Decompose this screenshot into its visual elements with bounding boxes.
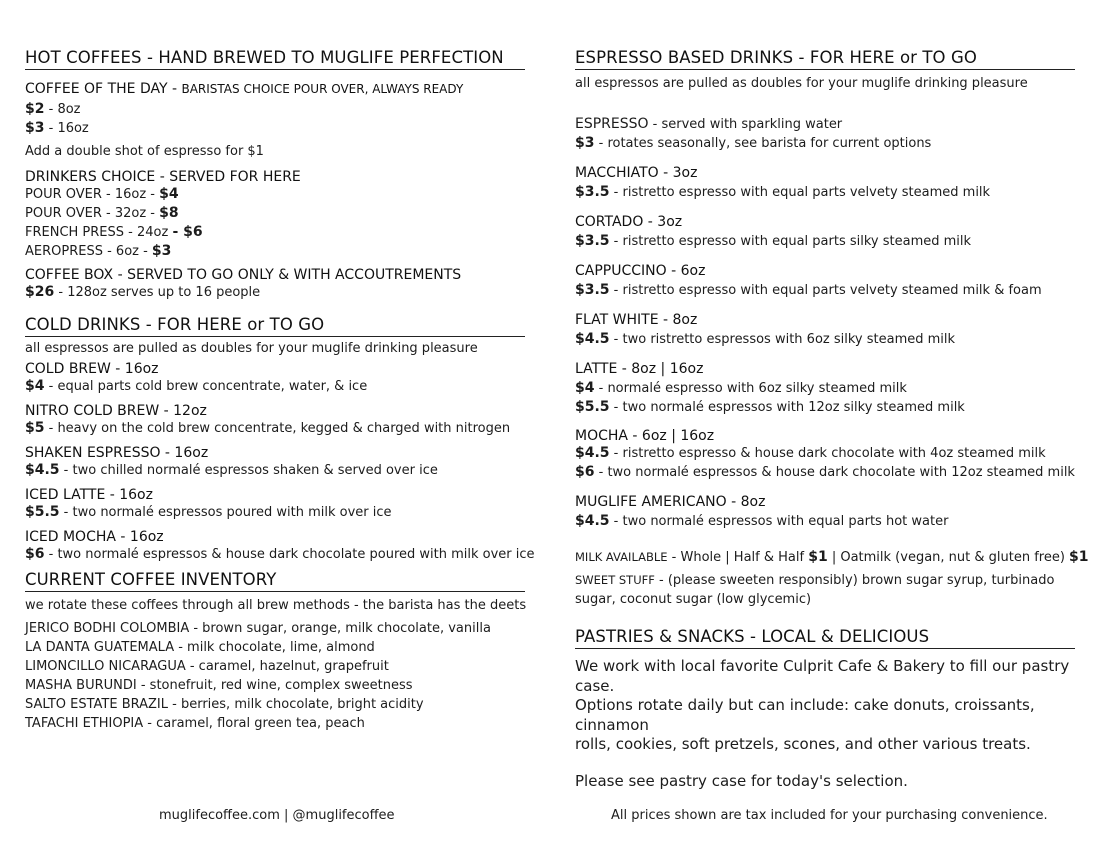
list-item: TAFACHI ETHIOPIA - caramel, floral green tea, peach xyxy=(25,716,365,731)
list-item: MACCHIATO - 3oz $3.5 - ristretto espresso with equal parts velvety steamed milk xyxy=(575,165,991,200)
inventory-list xyxy=(25,619,525,733)
list-item: ICED MOCHA - 16oz $6 - two normalé espressos & house dark chocolate poured with milk over ice xyxy=(25,529,535,562)
inventory-subtitle: we rotate these coffees through all brew methods - the barista has the deets xyxy=(25,598,527,613)
cold-drinks-header: COLD DRINKS - FOR HERE or TO GO xyxy=(25,315,525,337)
espresso-subtitle: all espressos are pulled as doubles for your muglife drinking pleasure xyxy=(575,76,1028,91)
footer-website-link[interactable]: muglifecoffee.com | @muglifecoffee xyxy=(159,808,395,823)
list-item: POUR OVER - 16oz - $4 xyxy=(25,186,179,202)
milk-available: MILK AVAILABLE - Whole | Half & Half $1 | Oatmilk (vegan, nut & gluten free) $1 xyxy=(575,549,1089,565)
list-item: AEROPRESS - 6oz - $3 xyxy=(25,243,172,259)
drinkers-choice xyxy=(25,169,525,261)
cotd-title: COFFEE OF THE DAY - xyxy=(25,81,182,97)
list-item: LIMONCILLO NICARAGUA - caramel, hazelnut, grapefruit xyxy=(25,659,389,674)
list-item: FLAT WHITE - 8oz $4.5 - two ristretto espressos with 6oz silky steamed milk xyxy=(575,312,956,347)
list-item: MASHA BURUNDI - stonefruit, red wine, complex sweetness xyxy=(25,678,413,693)
cotd-price-16oz: $3 xyxy=(25,120,45,136)
list-item: LA DANTA GUATEMALA - milk chocolate, lime, almond xyxy=(25,640,375,655)
cold-drinks-subtitle: all espressos are pulled as doubles for your muglife drinking pleasure xyxy=(25,341,478,356)
list-item: ICED LATTE - 16oz $5.5 - two normalé espressos poured with milk over ice xyxy=(25,487,392,520)
coffee-box: COFFEE BOX - SERVED TO GO ONLY & WITH ACCOUTREMENTS $26 - 128oz serves up to 16 people xyxy=(25,267,525,302)
list-item: CAPPUCCINO - 6oz $3.5 - ristretto espresso with equal parts velvety steamed milk & foam xyxy=(575,263,1042,298)
left-column xyxy=(25,48,535,733)
list-item: POUR OVER - 32oz - $8 xyxy=(25,205,179,221)
hot-coffees-header: HOT COFFEES - HAND BREWED TO MUGLIFE PERFECTION xyxy=(25,48,525,70)
coffee-of-the-day: COFFEE OF THE DAY - BARISTAS CHOICE POUR OVER, ALWAYS READY $2 - 8oz $3 - 16oz Add a double shot of espresso for $1 xyxy=(25,81,525,161)
pastry-note: Please see pastry case for today's selection. xyxy=(575,771,908,790)
list-item: MUGLIFE AMERICANO - 8oz $4.5 - two normalé espressos with equal parts hot water xyxy=(575,494,949,529)
espresso-drinks-list xyxy=(575,165,1075,531)
list-item: JERICO BODHI COLOMBIA - brown sugar, orange, milk chocolate, vanilla xyxy=(25,621,491,636)
list-item: CORTADO - 3oz $3.5 - ristretto espresso with equal parts silky steamed milk xyxy=(575,214,972,249)
list-item: COLD BREW - 16oz $4 - equal parts cold brew concentrate, water, & ice xyxy=(25,361,368,394)
footer-tax-note: All prices shown are tax included for your purchasing convenience. xyxy=(611,808,1048,823)
pastries-header: PASTRIES & SNACKS - LOCAL & DELICIOUS xyxy=(575,627,1075,649)
espresso-drinks-header: ESPRESSO BASED DRINKS - FOR HERE or TO GO xyxy=(575,48,1075,70)
list-item: FRENCH PRESS - 24oz - $6 xyxy=(25,224,203,240)
cotd-price-8oz: $2 xyxy=(25,101,45,117)
cotd-subtitle: BARISTAS CHOICE POUR OVER, ALWAYS READY xyxy=(181,82,464,96)
espresso-item: ESPRESSO - served with sparkling water $3 - rotates seasonally, see barista for current options xyxy=(575,116,932,151)
cold-drinks-list xyxy=(25,361,535,564)
cotd-addon: Add a double shot of espresso for $1 xyxy=(25,144,264,159)
list-item: MOCHA - 6oz | 16oz $4.5 - ristretto espresso & house dark chocolate with 4oz steamed milk $6 - two normalé espressos & house dark chocolate with 12oz steamed milk xyxy=(575,428,1075,480)
pastries-description: We work with local favorite Culprit Cafe & Bakery to fill our pastry case. Options rotate daily but can include: cake donuts, croissants, cinnamon rolls, cookies, soft pretzels, scones, and other various treats. xyxy=(575,657,1070,753)
inventory-header: CURRENT COFFEE INVENTORY xyxy=(25,570,525,592)
list-item: LATTE - 8oz | 16oz $4 - normalé espresso with 6oz silky steamed milk $5.5 - two normalé espressos with 12oz silky steamed milk xyxy=(575,361,965,415)
right-column xyxy=(575,48,1089,791)
drinkers-title: DRINKERS CHOICE - SERVED FOR HERE xyxy=(25,169,301,185)
list-item: SHAKEN ESPRESSO - 16oz $4.5 - two chilled normalé espressos shaken & served over ice xyxy=(25,445,438,478)
coffee-box-title: COFFEE BOX - SERVED TO GO ONLY & WITH ACCOUTREMENTS xyxy=(25,267,462,283)
sweet-stuff: SWEET STUFF - (please sweeten responsibly) brown sugar syrup, turbinado sugar, coconut sugar (low glycemic) xyxy=(575,573,1055,607)
list-item: SALTO ESTATE BRAZIL - berries, milk chocolate, bright acidity xyxy=(25,697,424,712)
list-item: NITRO COLD BREW - 12oz $5 - heavy on the cold brew concentrate, kegged & charged with nitrogen xyxy=(25,403,511,436)
